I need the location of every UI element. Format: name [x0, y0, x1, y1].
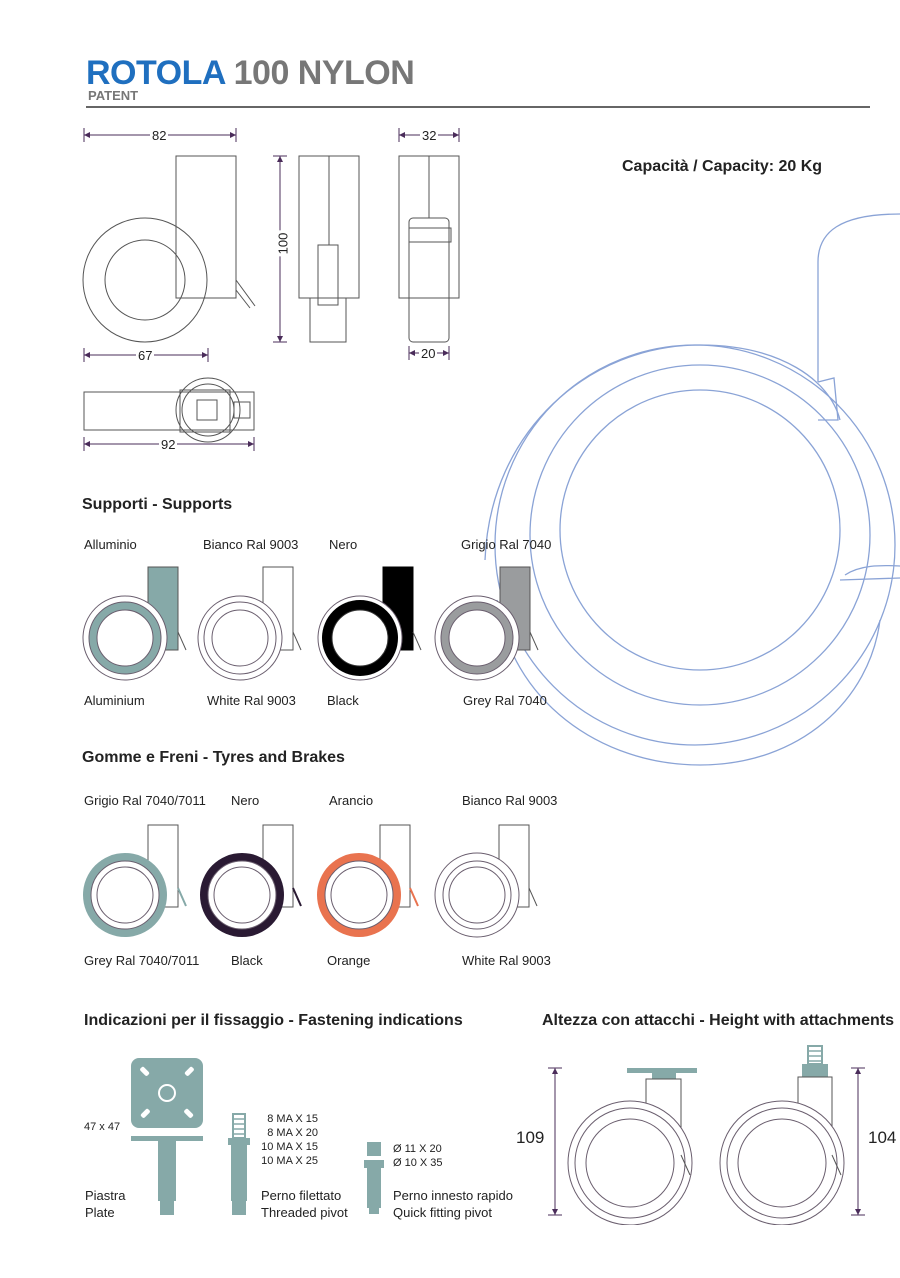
tyre-label-en-1: Grey Ral 7040/7011: [84, 953, 200, 968]
threaded-spec-4: 10 MA X 25: [261, 1155, 318, 1167]
threaded-pivot-drawing: [228, 1114, 250, 1215]
tyre-label-it-2: Nero: [231, 793, 260, 808]
threaded-spec-2: 8 MA X 20: [267, 1127, 318, 1139]
support-label-it-4: Grigio Ral 7040: [461, 537, 552, 552]
plate-label-it: Piastra: [85, 1188, 126, 1203]
plate-caster: [548, 1068, 697, 1225]
support-swatch-grey: [435, 567, 538, 680]
tyre-label-en-3: Orange: [327, 953, 371, 968]
supports-swatches: [70, 560, 550, 690]
support-swatch-white: [198, 567, 301, 680]
capacity-label: Capacità / Capacity: 20 Kg: [622, 158, 823, 175]
tyre-swatch-white: [435, 825, 537, 937]
tyre-label-en-4: White Ral 9003: [462, 953, 551, 968]
support-label-it-2: Bianco Ral 9003: [203, 537, 299, 552]
dim-100: 100: [275, 232, 291, 255]
support-label-en-1: Aluminium: [84, 693, 145, 708]
plate-drawing: [131, 1058, 203, 1215]
supports-title: Supporti - Supports: [82, 496, 233, 513]
tyre-label-it-3: Arancio: [329, 793, 374, 808]
quick-spec-2: Ø 10 X 35: [393, 1157, 443, 1169]
support-label-it-3: Nero: [329, 537, 358, 552]
threaded-label-it: Perno filettato: [261, 1188, 342, 1203]
support-label-en-3: Black: [327, 693, 359, 708]
tyres-title: Gomme e Freni - Tyres and Brakes: [82, 749, 345, 766]
pivot-caster: [720, 1046, 865, 1225]
quick-spec-1: Ø 11 X 20: [393, 1143, 442, 1155]
quick-label-it: Perno innesto rapido: [393, 1188, 513, 1203]
tyre-swatch-grey: [83, 825, 186, 937]
quick-label-en: Quick fitting pivot: [393, 1205, 492, 1220]
height-drawings: [540, 1040, 870, 1225]
dim-32: 32: [422, 128, 437, 143]
support-swatch-aluminium: [83, 567, 186, 680]
support-label-it-1: Alluminio: [84, 537, 137, 552]
threaded-spec-1: 8 MA X 15: [267, 1113, 318, 1125]
tyre-label-it-4: Bianco Ral 9003: [462, 793, 558, 808]
threaded-label-en: Threaded pivot: [261, 1205, 348, 1220]
dim-67: 67: [138, 348, 153, 363]
dim-92: 92: [161, 437, 176, 452]
support-label-en-4: Grey Ral 7040: [463, 693, 547, 708]
model-name: 100 NYLON: [233, 54, 415, 92]
tyres-swatches: [70, 815, 550, 945]
height-title: Altezza con attacchi - Height with attachments: [542, 1012, 895, 1029]
tyre-label-en-2: Black: [231, 953, 263, 968]
height-pivot-value: 104: [868, 1128, 897, 1147]
support-label-en-2: White Ral 9003: [207, 693, 296, 708]
technical-drawing: [70, 120, 470, 460]
dim-82: 82: [152, 128, 167, 143]
tyre-swatch-black: [200, 825, 301, 937]
patent-label: PATENT: [88, 88, 139, 103]
fastening-title: Indicazioni per il fissaggio - Fastening indications: [84, 1012, 463, 1029]
threaded-spec-3: 10 MA X 15: [261, 1141, 318, 1153]
dim-20: 20: [421, 346, 436, 361]
tyre-label-it-1: Grigio Ral 7040/7011: [84, 793, 206, 808]
height-plate-value: 109: [516, 1128, 545, 1147]
plate-size: 47 x 47: [84, 1121, 121, 1133]
quick-pivot-drawing: [364, 1142, 384, 1214]
header-rule: [86, 106, 870, 108]
tyre-swatch-orange: [317, 825, 418, 937]
fastening-drawings: [120, 1055, 400, 1220]
brand-name: ROTOLA: [86, 54, 225, 92]
support-swatch-black: [318, 567, 421, 680]
plate-label-en: Plate: [85, 1205, 115, 1220]
